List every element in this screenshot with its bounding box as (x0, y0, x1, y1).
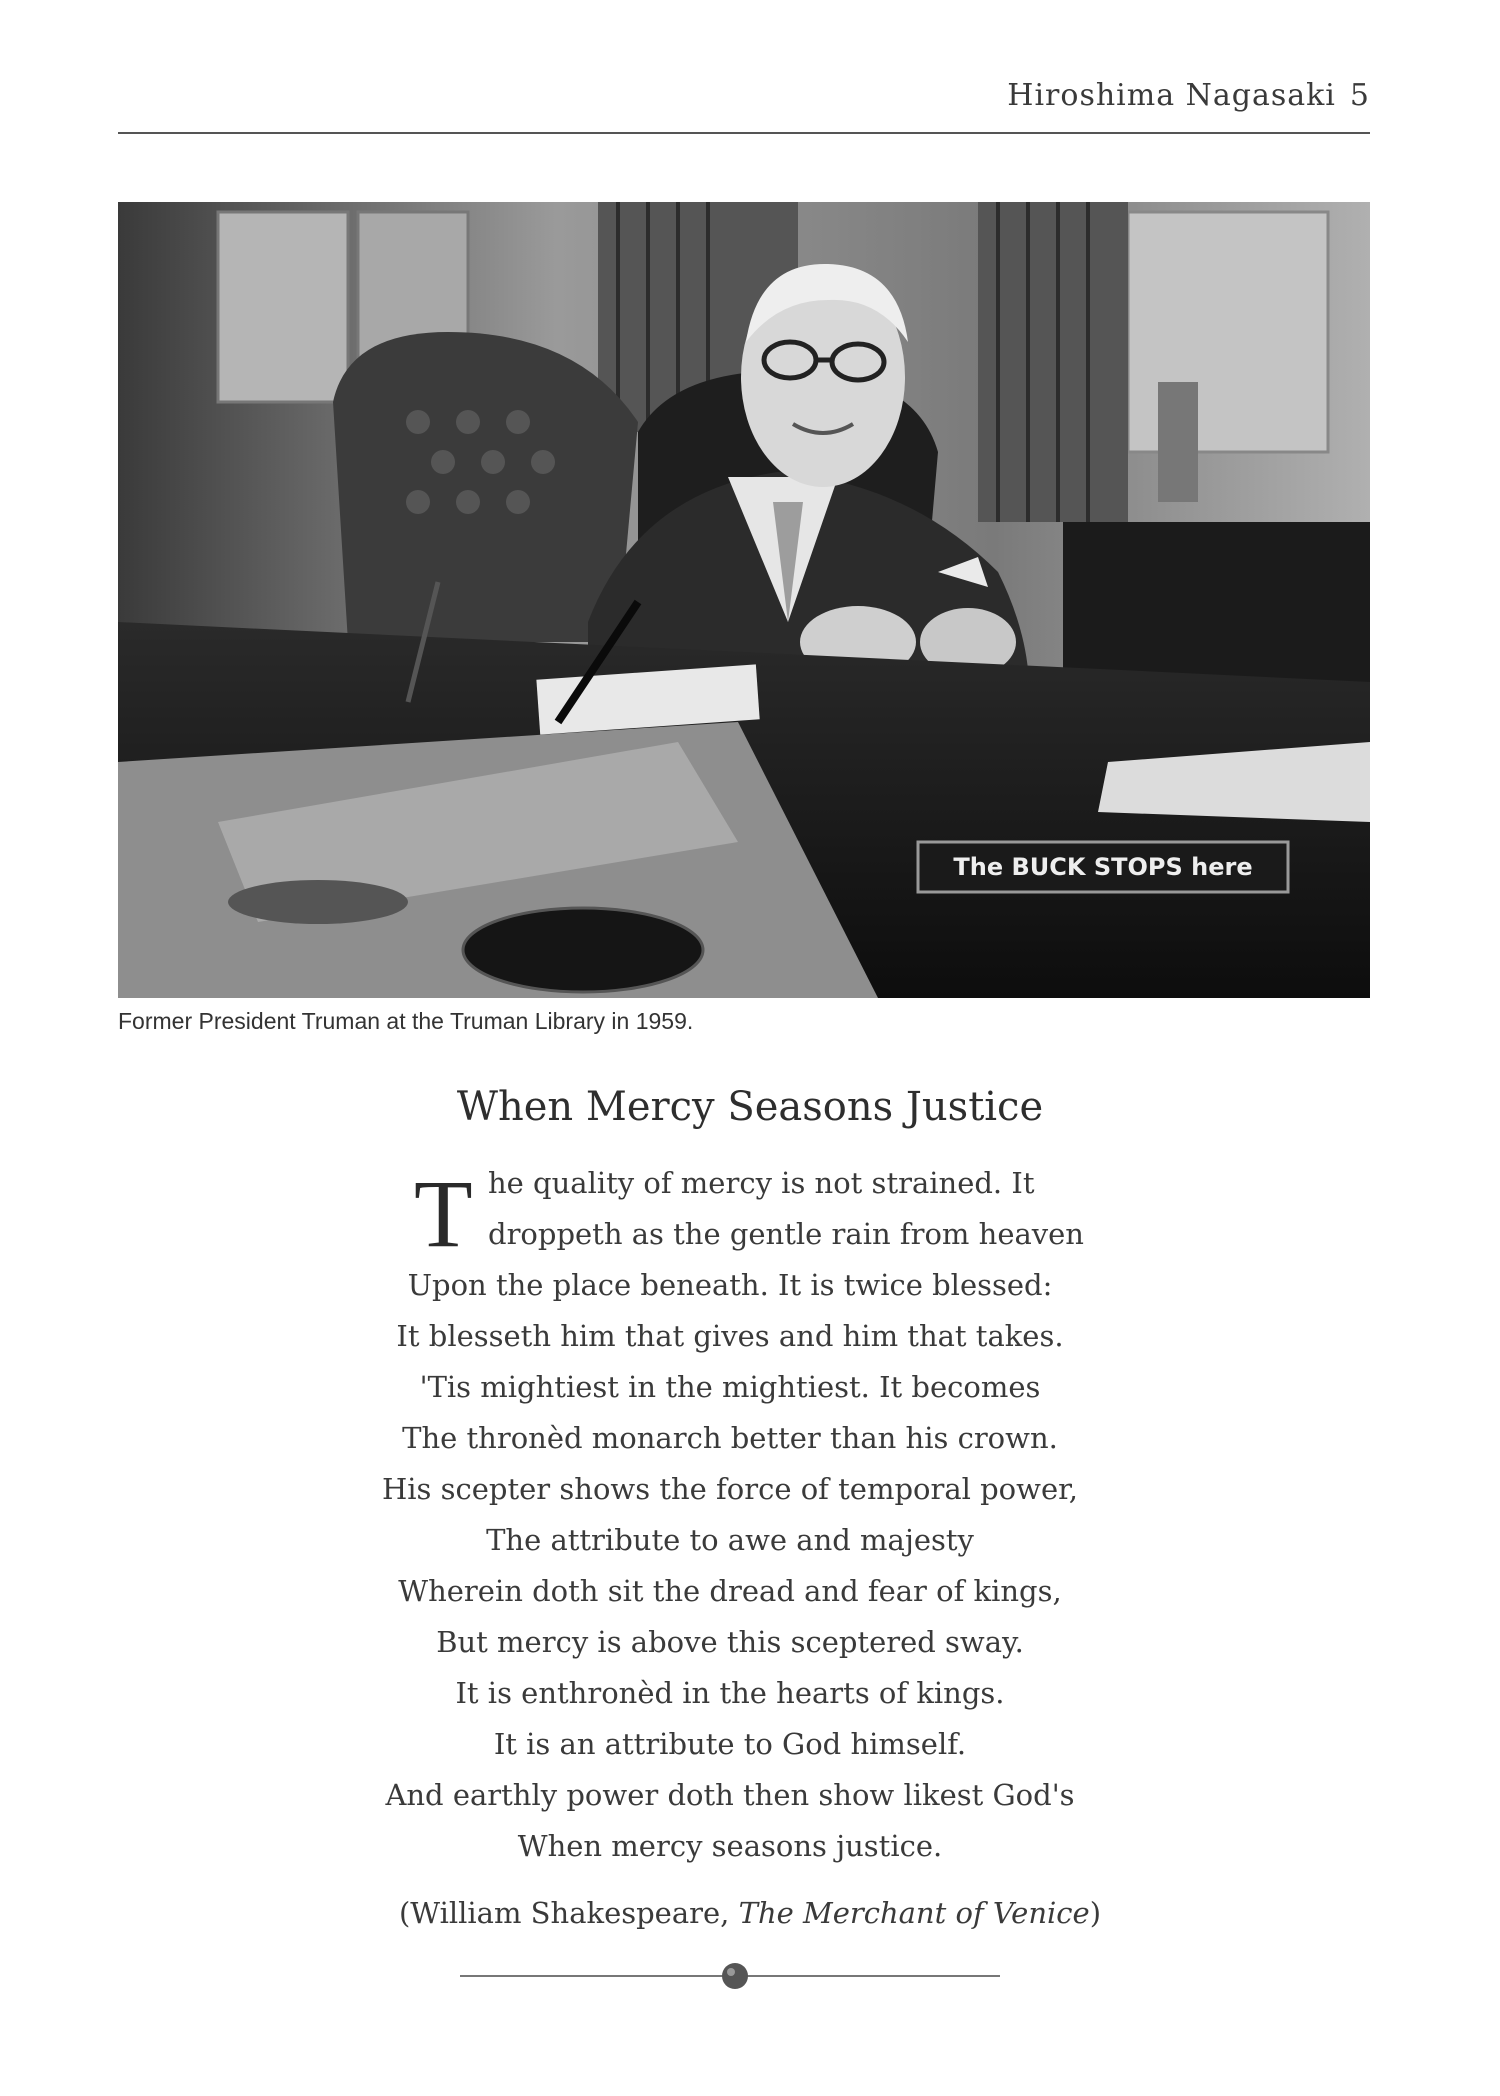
poem-line: Wherein doth sit the dread and fear of kings, (398, 1574, 1062, 1608)
poem-body (370, 1158, 1090, 1872)
poem-line: droppeth as the gentle rain from heaven (488, 1217, 1084, 1251)
poem-line: Upon the place beneath. It is twice blessed: (407, 1268, 1053, 1302)
poem-line: But mercy is above this sceptered sway. (436, 1625, 1024, 1659)
poem-line: It blesseth him that gives and him that takes. (396, 1319, 1064, 1353)
poem-line: When mercy seasons justice. (517, 1829, 943, 1863)
poem-line: It is enthronèd in the hearts of kings. (455, 1676, 1005, 1710)
poem-attribution (0, 1896, 1500, 1930)
attribution-work: The Merchant of Venice (738, 1896, 1090, 1930)
photo-caption: Former President Truman at the Truman Library in 1959. (118, 1008, 694, 1034)
poem-opening (370, 1158, 1090, 1267)
poem-line: The attribute to awe and majesty (486, 1523, 974, 1557)
header-title: Hiroshima Nagasaki (1007, 78, 1336, 113)
poem-line: The thronèd monarch better than his crown. (402, 1421, 1058, 1455)
page-number: 5 (1349, 78, 1370, 113)
poem-line: His scepter shows the force of temporal power, (381, 1472, 1079, 1506)
poem-line: 'Tis mightiest in the mightiest. It becomes (419, 1370, 1041, 1404)
running-head (1007, 78, 1370, 113)
ornament-divider (460, 1956, 1040, 1996)
desk-sign-text: The BUCK STOPS here (953, 853, 1253, 881)
drop-cap: T (414, 1160, 473, 1267)
attribution-close: ) (1089, 1896, 1102, 1930)
poem-line: And earthly power doth then show likest God's (385, 1778, 1075, 1812)
truman-photo-illustration (118, 202, 1370, 998)
attribution-author: (William Shakespeare, (398, 1896, 739, 1930)
poem-title: When Mercy Seasons Justice (456, 1084, 1044, 1130)
page-header (118, 72, 1370, 134)
truman-photo (118, 202, 1370, 998)
poem-line: It is an attribute to God himself. (493, 1727, 967, 1761)
poem-line: he quality of mercy is not strained. It (488, 1166, 1035, 1200)
